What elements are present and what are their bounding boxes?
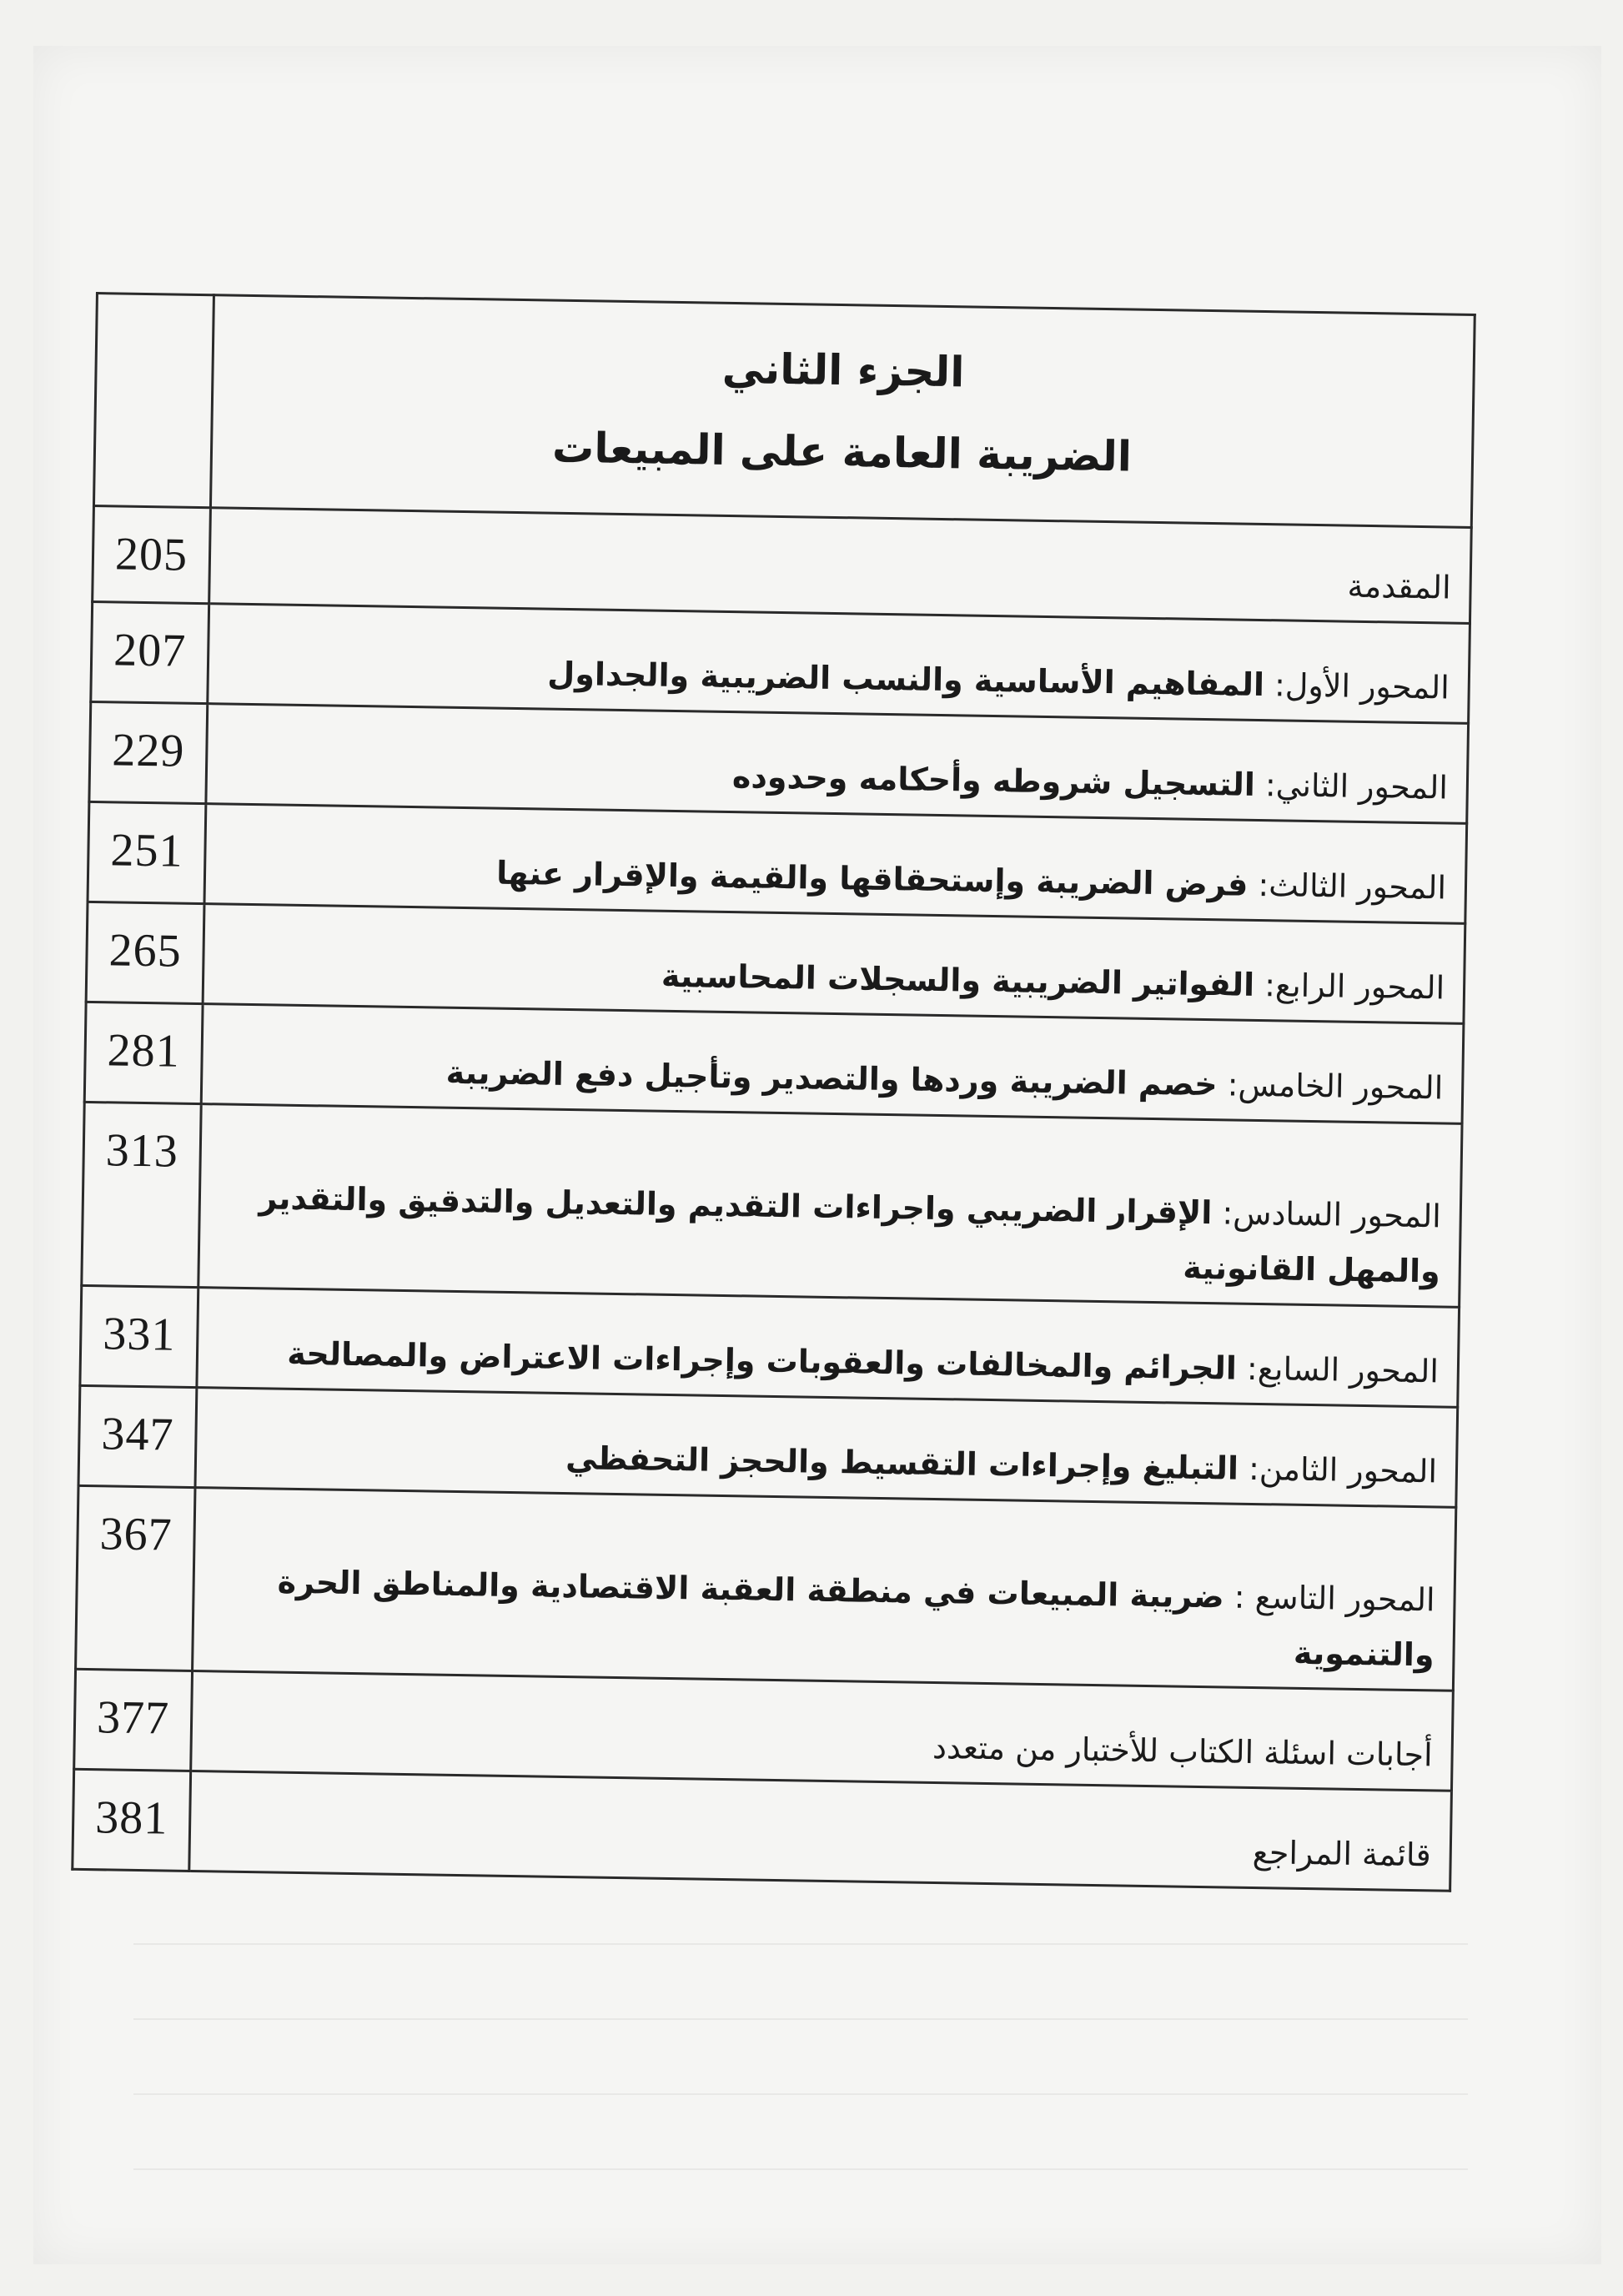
toc-row (82, 1102, 1462, 1307)
page-number: 381 (73, 1769, 191, 1871)
toc-entry (198, 1104, 1462, 1308)
page-number: 377 (74, 1669, 193, 1771)
entry-text: فرض الضريبة وإستحقاقها والقيمة والإقرار عنها (495, 854, 1249, 903)
entry-text: ضريبة المبيعات في منطقة العقبة الاقتصادية والمناطق الحرة والتنموية (277, 1563, 1435, 1674)
toc-entry (208, 604, 1470, 724)
entry-lead: المحور التاسع : (1224, 1578, 1435, 1619)
entry-text: الجرائم والمخالفات والعقوبات وإجراءات الاعتراض والمصالحة (287, 1334, 1238, 1387)
header-title-cell (210, 295, 1475, 528)
part-title: الجزء الثاني (721, 344, 965, 397)
entry-text: الفواتير الضريبية والسجلات المحاسبية (661, 957, 1255, 1003)
page-number: 205 (93, 505, 211, 603)
page-number: 229 (89, 701, 208, 803)
entry-lead: المحور الأول: (1264, 666, 1450, 706)
toc-row (73, 1769, 1452, 1891)
entry-lead: المحور السابع: (1236, 1349, 1440, 1390)
page-number: 207 (91, 601, 209, 703)
entry-text: المفاهيم الأساسية والنسب الضريبية والجداول (547, 655, 1265, 704)
page-number: 347 (78, 1385, 197, 1487)
page-number: 313 (82, 1102, 201, 1287)
bleed-through-line (133, 2018, 1468, 2020)
toc-entry (204, 804, 1467, 924)
page-number: 367 (76, 1485, 195, 1671)
page-number: 265 (86, 902, 204, 1003)
entry-lead: المحور الثاني: (1254, 766, 1449, 806)
toc-entry (195, 1388, 1458, 1508)
toc-row (76, 1485, 1456, 1691)
entry-text: التسجيل شروطه وأحكامه وحدوده (731, 758, 1256, 803)
bleed-through-line (133, 2168, 1468, 2170)
entry-lead: المحور الخامس: (1217, 1066, 1444, 1107)
toc-entry (191, 1671, 1454, 1791)
page-number: 331 (80, 1285, 198, 1387)
table-of-contents (71, 292, 1476, 1892)
entry-text: الإقرار الضريبي واجراءات التقديم والتعديل والتدقيق والتقدير والمهل القانونية (259, 1179, 1441, 1290)
entry-lead: المحور السادس: (1211, 1194, 1442, 1235)
entry-text: قائمة المراجع (1252, 1834, 1432, 1874)
header-page-cell (93, 294, 214, 508)
toc-entry (189, 1771, 1452, 1892)
toc-entry (203, 904, 1465, 1024)
toc-header-row (93, 294, 1475, 528)
bleed-through-line (133, 1943, 1468, 1945)
page-number: 251 (88, 801, 206, 903)
entry-lead: المحور الثالث: (1248, 866, 1447, 907)
entry-text: أجابات اسئلة الكتاب للأختبار من متعدد (932, 1728, 1433, 1774)
entry-lead: المحور الثامن: (1238, 1449, 1438, 1490)
entry-text: التبليغ وإجراءات التقسيط والحجز التحفظي (565, 1439, 1239, 1487)
toc-entry (201, 1004, 1464, 1124)
toc-entry (193, 1488, 1456, 1691)
subject-title: الضريبة العامة على المبيعات (551, 423, 1133, 481)
toc-entry (197, 1288, 1460, 1408)
entry-text: خصم الضريبة وردها والتصدير وتأجيل دفع الضريبة (445, 1053, 1218, 1103)
toc-entry (206, 704, 1469, 824)
page-number: 281 (84, 1002, 203, 1103)
bleed-through-line (133, 2093, 1468, 2095)
entry-text: المقدمة (1347, 567, 1451, 606)
entry-lead: المحور الرابع: (1254, 966, 1445, 1007)
